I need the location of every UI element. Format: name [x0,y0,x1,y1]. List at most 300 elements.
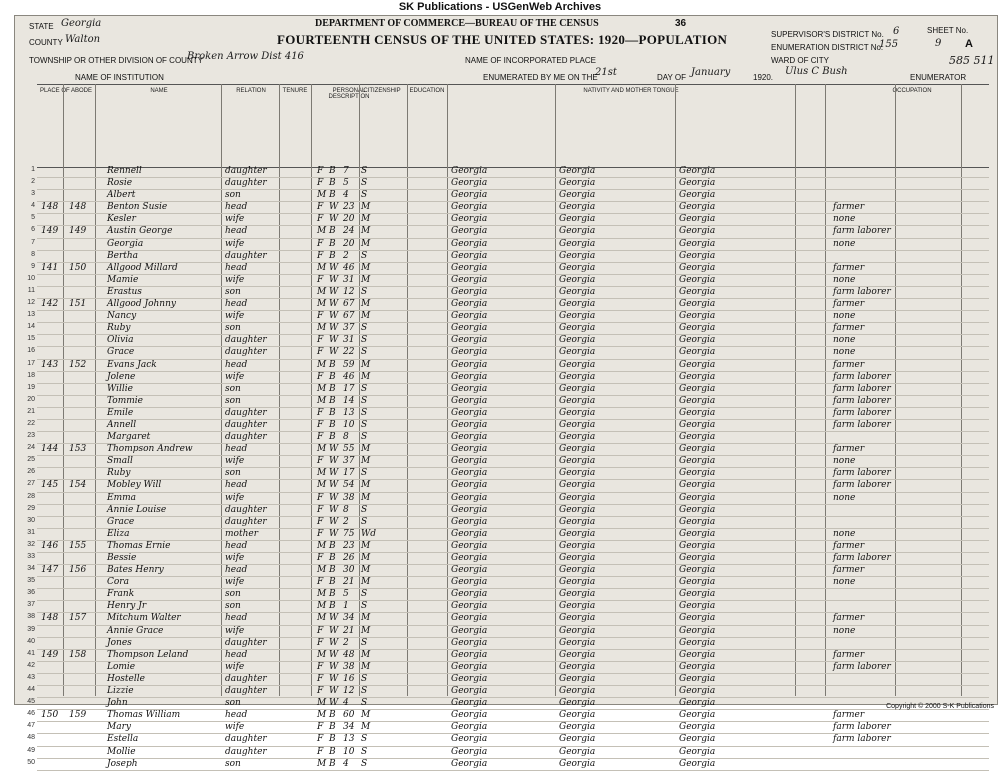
occupation: none [833,577,856,588]
race: W [329,661,339,672]
census-row [27,649,989,662]
mother-birthplace: Georgia [679,250,716,261]
census-row [27,419,989,432]
marital-status: Wd [361,528,377,539]
census-row [31,262,989,275]
mother-birthplace: Georgia [679,238,716,249]
relation: daughter [225,637,267,648]
sex: M [317,190,327,201]
relation: daughter [225,686,267,697]
person-name: Bertha [107,250,139,261]
father-birthplace: Georgia [559,698,596,709]
mother-birthplace: Georgia [679,190,716,201]
relation: son [225,589,241,600]
relation: head [225,480,248,491]
race: B [329,383,336,394]
enumeration-month: January [691,67,731,78]
father-birthplace: Georgia [559,710,596,721]
line-number: 10 [27,274,35,282]
marital-status: S [361,516,368,527]
mother-birthplace: Georgia [679,202,716,213]
mother-birthplace: Georgia [679,516,716,527]
race: W [329,516,339,527]
dwelling-number: 148 [41,202,59,213]
father-birthplace: Georgia [559,311,596,322]
race: B [329,758,336,769]
sex: M [317,468,327,479]
occupation: farm laborer [833,553,891,563]
line-number: 32 [27,540,35,548]
race: B [329,371,336,382]
father-birthplace: Georgia [559,722,596,733]
occupation: farm laborer [833,734,891,745]
marital-status: M [361,311,371,322]
occupation: farmer [833,299,865,310]
marital-status: S [361,383,368,394]
birthplace: Georgia [451,444,488,455]
relation: daughter [225,335,267,346]
father-birthplace: Georgia [559,432,596,443]
mother-birthplace: Georgia [679,710,716,721]
birthplace: Georgia [451,238,488,249]
family-number: 150 [69,262,87,273]
mother-birthplace: Georgia [679,432,716,443]
census-row [27,746,989,759]
father-birthplace: Georgia [559,190,596,201]
census-row [27,335,989,347]
person-name: Thomas William [107,710,181,721]
birthplace: Georgia [451,661,488,672]
person-name: Olivia [107,335,134,346]
person-name: Joseph [107,758,138,769]
department-heading: DEPARTMENT OF COMMERCE—BUREAU OF THE CENSUS [315,18,599,29]
relation: wife [225,492,245,503]
occupation: none [833,456,856,467]
census-row [27,347,989,359]
occupation: farm laborer [833,480,891,491]
race: B [329,601,336,612]
person-name: Evans Jack [107,359,157,370]
marital-status: S [361,190,368,201]
census-row [27,274,989,287]
sex: F [317,686,324,697]
marital-status: S [361,673,368,684]
census-row [27,637,989,650]
line-number: 18 [27,371,35,379]
race: W [329,613,339,624]
mother-birthplace: Georgia [679,468,716,479]
sex: F [317,722,324,733]
sex: F [317,311,324,322]
person-name: Georgia [107,238,144,249]
dwelling-number: 146 [41,540,59,551]
state-label: STATE [29,22,54,31]
census-row [31,166,989,178]
sex: F [317,214,324,225]
marital-status: S [361,166,368,176]
relation: daughter [225,516,267,527]
person-name: Mitchum Walter [107,613,181,624]
marital-status: S [361,589,368,600]
marital-status: S [361,698,368,709]
birthplace: Georgia [451,649,488,660]
person-name: Cora [107,577,129,588]
age: 2 [343,250,349,261]
father-birthplace: Georgia [559,202,596,213]
relation: son [225,383,241,394]
census-row [27,492,989,505]
birthplace: Georgia [451,383,488,394]
relation: daughter [225,419,267,430]
line-number: 7 [31,238,35,246]
birthplace: Georgia [451,710,488,721]
person-name: Annell [107,419,137,430]
father-birthplace: Georgia [559,601,596,612]
sex: F [317,456,324,467]
sex: M [317,565,327,576]
marital-status: M [361,202,371,213]
census-row [27,577,989,589]
birthplace: Georgia [451,262,488,273]
father-birthplace: Georgia [559,528,596,539]
family-number: 158 [69,649,87,660]
marital-status: M [361,577,371,588]
age: 12 [343,686,355,697]
ward-label: WARD OF CITY [771,56,829,65]
birthplace: Georgia [451,456,488,467]
sex: M [317,480,327,491]
person-name: Emma [107,492,137,503]
sex: F [317,661,324,672]
family-number: 159 [69,710,87,721]
occupation: farm laborer [833,371,891,382]
age: 21 [343,577,355,588]
race: B [329,238,336,249]
person-name: Frank [107,589,135,600]
age: 2 [343,637,349,648]
race: W [329,286,339,297]
relation: daughter [225,734,267,745]
relation: head [225,710,248,721]
relation: head [225,299,248,310]
marital-status: S [361,686,368,697]
relation: daughter [225,178,267,189]
occupation: none [833,274,856,285]
mother-birthplace: Georgia [679,444,716,455]
line-number: 38 [27,613,35,621]
dwelling-number: 150 [41,710,59,721]
marital-status: M [361,359,371,370]
mother-birthplace: Georgia [679,613,716,624]
enumerator-label: ENUMERATOR [910,73,967,82]
relation: daughter [225,504,267,515]
dwelling-number: 143 [41,359,59,370]
occupation: farm laborer [833,419,891,430]
marital-status: M [361,274,371,285]
race: B [329,577,336,588]
father-birthplace: Georgia [559,395,596,406]
birthplace: Georgia [451,371,488,382]
sex: M [317,649,327,660]
family-number: 152 [69,359,87,370]
census-row [27,299,989,311]
occupation: farm laborer [833,286,891,297]
birthplace: Georgia [451,589,488,600]
census-row [27,565,989,577]
marital-status: S [361,468,368,479]
line-number: 12 [27,299,35,307]
line-number: 35 [27,577,35,585]
father-birthplace: Georgia [559,178,596,189]
age: 22 [343,347,355,358]
age: 4 [343,758,349,769]
relation: wife [225,661,245,672]
age: 38 [343,492,355,503]
race: W [329,480,339,491]
birthplace: Georgia [451,553,488,563]
line-number: 27 [27,480,35,488]
census-row [27,359,989,372]
relation: head [225,444,248,455]
race: W [329,274,339,285]
age: 23 [343,540,355,551]
birthplace: Georgia [451,419,488,430]
marital-status: M [361,492,371,503]
father-birthplace: Georgia [559,214,596,225]
line-number: 30 [27,516,35,524]
line-number: 25 [27,456,35,464]
line-number: 34 [27,565,35,573]
father-birthplace: Georgia [559,323,596,334]
line-number: 8 [31,250,35,258]
census-row [27,383,989,396]
birthplace: Georgia [451,516,488,527]
race: W [329,202,339,213]
age: 37 [343,456,355,467]
sex: F [317,577,324,588]
father-birthplace: Georgia [559,383,596,394]
line-number: 21 [27,407,35,415]
line-number: 16 [27,347,35,355]
age: 16 [343,673,355,684]
sheet-label: SHEET No. [927,26,969,35]
family-number: 151 [69,299,87,310]
column-header-band [37,84,989,168]
person-name: Bessie [107,553,137,563]
occupation: farmer [833,710,865,721]
dwelling-number: 145 [41,480,59,491]
relation: mother [225,528,258,539]
col-personal-description: PERSONAL DESCRIPTION [328,88,370,100]
sex: F [317,419,324,430]
mother-birthplace: Georgia [679,274,716,285]
census-title: FOURTEENTH CENSUS OF THE UNITED STATES: 1920—POPULATION [277,32,728,47]
copyright-notice: Copyright © 2000 S-K Publications [886,703,994,710]
sex: M [317,540,327,551]
marital-status: M [361,226,371,237]
relation: head [225,540,248,551]
mother-birthplace: Georgia [679,262,716,273]
relation: son [225,468,241,479]
father-birthplace: Georgia [559,262,596,273]
relation: son [225,323,241,334]
line-number: 19 [27,383,35,391]
relation: daughter [225,746,267,757]
age: 5 [343,178,349,189]
father-birthplace: Georgia [559,589,596,600]
father-birthplace: Georgia [559,480,596,491]
birthplace: Georgia [451,722,488,733]
family-number: 154 [69,480,87,491]
birthplace: Georgia [451,468,488,479]
marital-status: M [361,722,371,733]
line-number: 1 [31,166,35,173]
relation: wife [225,371,245,382]
marital-status: S [361,432,368,443]
person-name: Margaret [107,432,151,443]
relation: wife [225,722,245,733]
sex: M [317,299,327,310]
occupation: farm laborer [833,468,891,479]
census-row [31,238,989,251]
race: B [329,190,336,201]
sex: F [317,238,324,249]
race: W [329,323,339,334]
race: W [329,347,339,358]
mother-birthplace: Georgia [679,286,716,297]
mother-birthplace: Georgia [679,758,716,769]
relation: wife [225,311,245,322]
father-birthplace: Georgia [559,419,596,430]
person-name: Henry Jr [107,601,147,612]
birthplace: Georgia [451,540,488,551]
occupation: farmer [833,323,865,334]
occupation: none [833,492,856,503]
state-value: Georgia [61,18,102,29]
age: 31 [343,335,355,346]
age: 1 [343,601,349,612]
census-row [27,528,989,541]
marital-status: S [361,758,368,769]
father-birthplace: Georgia [559,468,596,479]
census-row [27,311,989,323]
person-name: Hostelle [107,673,145,684]
person-name: Allgood Millard [107,262,178,273]
birthplace: Georgia [451,432,488,443]
sex: F [317,407,324,418]
mother-birthplace: Georgia [679,492,716,503]
line-number: 23 [27,432,35,440]
census-row [27,698,989,710]
enum-district-label: ENUMERATION DISTRICT No. [771,43,884,52]
mother-birthplace: Georgia [679,601,716,612]
birthplace: Georgia [451,480,488,491]
enumerated-label: ENUMERATED BY ME ON THE [483,73,598,82]
sex: M [317,758,327,769]
father-birthplace: Georgia [559,625,596,636]
birthplace: Georgia [451,407,488,418]
sheet-letter: A [965,38,973,50]
birthplace: Georgia [451,601,488,612]
race: B [329,710,336,721]
marital-status: S [361,347,368,358]
birthplace: Georgia [451,686,488,697]
line-number: 45 [27,698,35,706]
township-value: Broken Arrow Dist 416 [187,51,304,62]
person-name: Estella [107,734,139,745]
occupation: none [833,335,856,346]
institution-label: NAME OF INSTITUTION [75,73,164,82]
relation: daughter [225,347,267,358]
birthplace: Georgia [451,166,488,176]
person-name: Albert [107,190,136,201]
race: W [329,311,339,322]
occupation: farmer [833,444,865,455]
father-birthplace: Georgia [559,734,596,745]
census-row [27,395,989,408]
age: 10 [343,419,355,430]
father-birthplace: Georgia [559,565,596,576]
census-row [31,250,989,263]
sex: M [317,589,327,600]
age: 5 [343,589,349,600]
census-row [27,444,989,456]
person-name: Jolene [107,371,136,382]
father-birthplace: Georgia [559,637,596,648]
line-number: 17 [27,359,35,367]
line-number: 44 [27,686,35,694]
line-number: 31 [27,528,35,536]
marital-status: S [361,395,368,406]
col-name: NAME [150,88,168,94]
birthplace: Georgia [451,395,488,406]
race: B [329,432,336,443]
line-number: 6 [31,226,35,234]
sex: M [317,226,327,237]
father-birthplace: Georgia [559,613,596,624]
sex: F [317,178,324,189]
line-number: 20 [27,395,35,403]
marital-status: S [361,637,368,648]
birthplace: Georgia [451,577,488,588]
family-number: 153 [69,444,87,455]
race: B [329,395,336,406]
census-row [27,722,989,734]
birthplace: Georgia [451,202,488,213]
occupation: farmer [833,613,865,624]
person-name: Annie Grace [107,625,164,636]
sex: F [317,202,324,213]
occupation: none [833,311,856,322]
relation: wife [225,274,245,285]
marital-status: M [361,553,371,563]
relation: daughter [225,673,267,684]
mother-birthplace: Georgia [679,637,716,648]
relation: daughter [225,432,267,443]
father-birthplace: Georgia [559,238,596,249]
sex: F [317,432,324,443]
census-rows [27,166,989,771]
occupation: farmer [833,202,865,213]
person-name: Mobley Will [107,480,162,491]
mother-birthplace: Georgia [679,553,716,563]
census-row [27,407,989,420]
marital-status: M [361,238,371,249]
father-birthplace: Georgia [559,359,596,370]
age: 10 [343,746,355,757]
census-row [27,661,989,674]
occupation: farmer [833,540,865,551]
